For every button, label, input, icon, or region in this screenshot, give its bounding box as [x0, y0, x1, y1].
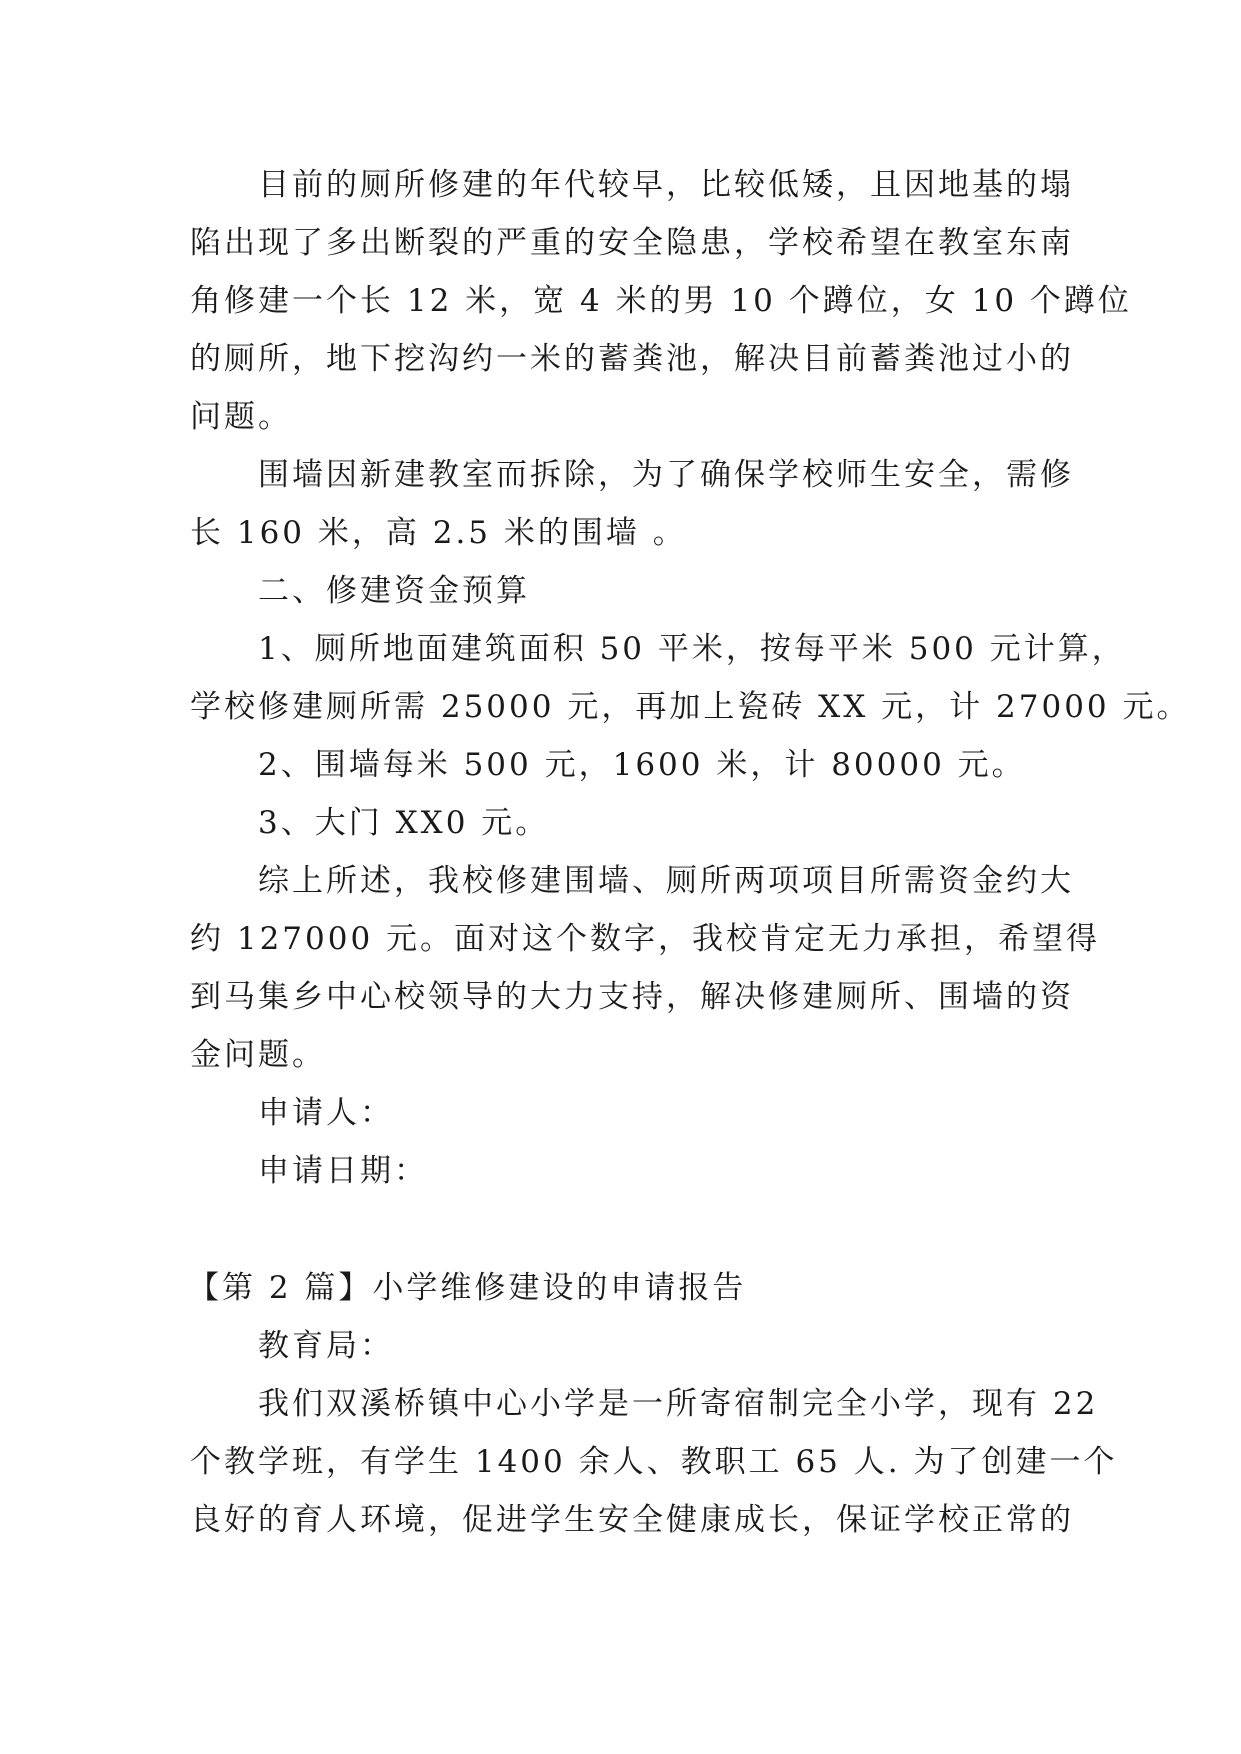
paragraph-line: 目前的厕所修建的年代较早，比较低矮，且因地基的塌: [258, 167, 1074, 203]
paragraph-line: 我们双溪桥镇中心小学是一所寄宿制完全小学，现有 22: [258, 1386, 1099, 1422]
article-title: 【第 2 篇】小学维修建设的申请报告: [188, 1270, 747, 1306]
addressee: 教育局：: [258, 1328, 394, 1364]
paragraph-line: 陷出现了多出断裂的严重的安全隐患，学校希望在教室东南: [190, 225, 1074, 261]
paragraph-line: 综上所述，我校修建围墙、厕所两项项目所需资金约大: [258, 863, 1074, 899]
paragraph-line: 3、大门 XX0 元。: [258, 805, 550, 841]
application-date-label: 申请日期：: [258, 1153, 428, 1189]
paragraph-line: 2、围墙每米 500 元，1600 米，计 80000 元。: [258, 747, 1026, 783]
section-heading: 二、修建资金预算: [258, 573, 530, 609]
paragraph-line: 1、厕所地面建筑面积 50 平米，按每平米 500 元计算，: [258, 631, 1126, 667]
paragraph-line: 到马集乡中心校领导的大力支持，解决修建厕所、围墙的资: [190, 979, 1074, 1015]
paragraph-line: 问题。: [190, 399, 292, 435]
paragraph-line: 角修建一个长 12 米，宽 4 米的男 10 个蹲位，女 10 个蹲位: [190, 283, 1132, 319]
paragraph-line: 金问题。: [190, 1037, 326, 1073]
paragraph-line: 长 160 米，高 2.5 米的围墙 。: [190, 515, 687, 551]
paragraph-line: 个教学班，有学生 1400 余人、教职工 65 人. 为了创建一个: [190, 1444, 1118, 1480]
paragraph-line: 良好的育人环境，促进学生安全健康成长，保证学校正常的: [190, 1502, 1074, 1538]
paragraph-line: 学校修建厕所需 25000 元，再加上瓷砖 XX 元，计 27000 元。: [190, 689, 1191, 725]
paragraph-line: 围墙因新建教室而拆除，为了确保学校师生安全，需修: [258, 457, 1074, 493]
paragraph-line: 的厕所，地下挖沟约一米的蓄粪池，解决目前蓄粪池过小的: [190, 341, 1074, 377]
paragraph-line: 约 127000 元。面对这个数字，我校肯定无力承担，希望得: [190, 921, 1101, 957]
applicant-label: 申请人：: [258, 1095, 394, 1131]
